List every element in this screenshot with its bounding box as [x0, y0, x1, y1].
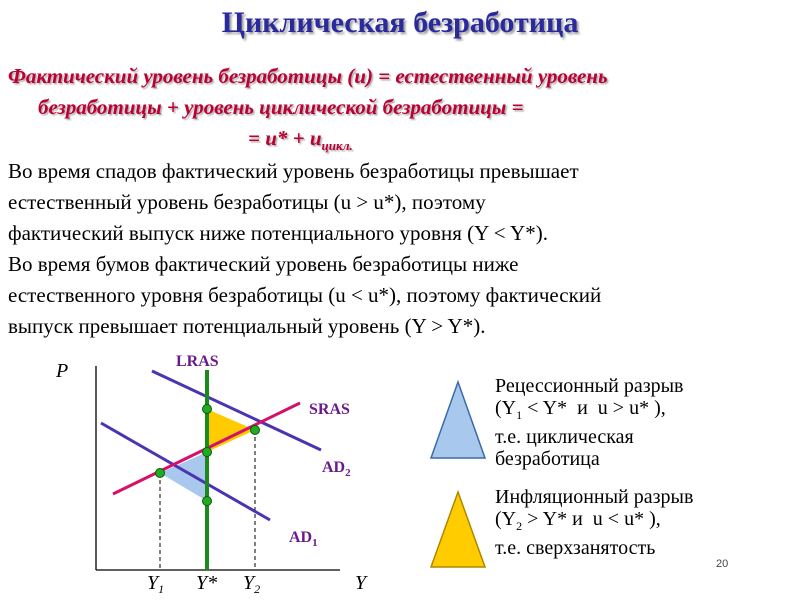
slide-number: 20 [716, 558, 729, 570]
inflation-legend-line: Инфляционный разрыв [495, 486, 694, 508]
recession-condition-sub: 1 [516, 408, 523, 422]
formula-line-1: Фактический уровень безработицы (u) = естественный уровень [8, 64, 608, 88]
recession-legend-line: безработица [495, 448, 600, 470]
intersection-point [251, 426, 260, 435]
inflation-legend-line [495, 508, 795, 537]
y2-label-sub: 2 [254, 582, 261, 596]
ad2-label-sub: 2 [345, 467, 351, 479]
sras-label: SRAS [309, 401, 350, 418]
recession-condition-post: < Y* и u > u* ), [522, 397, 666, 419]
paragraph-line: Во время спадов фактический уровень безработицы превышает [8, 159, 579, 183]
inflation-legend-triangle-icon [431, 492, 485, 567]
inflation-legend [495, 486, 795, 559]
paragraph-line: выпуск превышает потенциальный уровень (Y > Y*). [8, 314, 486, 338]
intersection-point [156, 469, 165, 478]
formula-line-2: безработицы + уровень циклической безработицы = [38, 95, 524, 119]
recession-condition-pre: (Y [495, 397, 517, 419]
ad2-label [322, 459, 351, 479]
y2-label-main: Y [243, 572, 255, 594]
y1-label-sub: 1 [158, 582, 165, 596]
paragraph-line: естественного уровня безработицы (u < u*), поэтому фактический [8, 283, 602, 307]
y2-label [243, 572, 260, 596]
paragraph-line: Во время бумов фактический уровень безработицы ниже [8, 252, 519, 276]
y-axis-label: Y [355, 572, 367, 594]
intersection-point [203, 448, 212, 457]
y1-label [147, 572, 164, 596]
recession-legend-line: Рецессионный разрыв [495, 375, 684, 397]
inflation-condition-pre: (Y [495, 508, 517, 530]
ad2-label-main: AD [322, 459, 346, 476]
recession-legend-triangle-icon [431, 382, 485, 458]
recession-legend-line [495, 397, 795, 426]
intersection-point [203, 405, 212, 414]
ad1-label-sub: 1 [312, 537, 318, 549]
recession-legend-line: т.е. циклическая [495, 426, 634, 448]
inflation-condition-sub: 2 [516, 519, 523, 533]
lras-label: LRAS [176, 353, 219, 370]
inflation-legend-line: т.е. сверхзанятость [495, 537, 656, 559]
paragraph-line: фактический выпуск ниже потенциального уровня (Y < Y*). [8, 221, 548, 245]
slide-title: Циклическая безработица [221, 6, 579, 39]
ystar-label: Y* [196, 572, 218, 594]
p-axis-label: P [56, 360, 69, 382]
inflation-condition-post: > Y* и u < u* ), [522, 508, 661, 530]
formula-subscript: цикл. [321, 138, 353, 154]
paragraph-line: естественный уровень безработицы (u > u*), поэтому [8, 190, 486, 214]
ad1-curve [101, 423, 270, 520]
intersection-point [203, 497, 212, 506]
ad1-label [289, 529, 318, 549]
ad1-label-main: AD [289, 529, 313, 546]
recession-legend [495, 375, 795, 470]
formula-main: = u* + u [248, 126, 322, 150]
y1-label-main: Y [147, 572, 159, 594]
